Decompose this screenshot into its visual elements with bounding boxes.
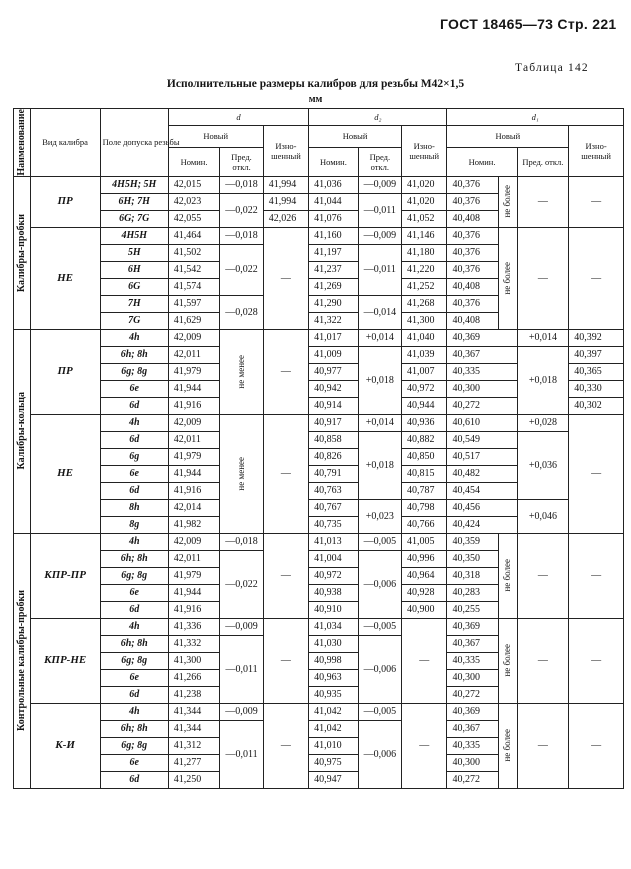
- tolerance-field: 6d: [100, 482, 168, 499]
- d-nominal: 42,009: [168, 329, 220, 346]
- d2-worn: 40,798: [402, 499, 447, 516]
- d2-worn: 40,900: [402, 601, 447, 618]
- d2-deviation: —0,005: [358, 703, 401, 720]
- tolerance-field: 6G; 7G: [100, 210, 168, 227]
- d-deviation: —0,009: [220, 703, 263, 720]
- header-worn: Изно-шенный: [263, 126, 308, 177]
- d-dev-dash: —: [263, 329, 308, 414]
- group-ring: [14, 329, 31, 533]
- d-deviation: —0,022: [220, 193, 263, 227]
- d2-deviation: +0,023: [358, 499, 401, 533]
- table-row: [14, 329, 624, 346]
- d-deviation: —0,009: [220, 618, 263, 635]
- tolerance-field: 4h: [100, 414, 168, 431]
- d-nominal: 41,238: [168, 686, 220, 703]
- d2-nominal: 41,269: [309, 278, 359, 295]
- tolerance-field: 6e: [100, 465, 168, 482]
- d2-worn: 40,928: [402, 584, 447, 601]
- header-d2: d₂: [309, 109, 447, 126]
- d1-worn-dash: —: [569, 414, 624, 533]
- d2-nominal: 41,013: [309, 533, 359, 550]
- d2-worn: 41,007: [402, 363, 447, 380]
- d-nominal: 42,011: [168, 550, 220, 567]
- d1-worn-dash: —: [569, 618, 624, 703]
- d1-nominal: 40,367: [447, 346, 517, 363]
- d2-nominal: 41,036: [309, 176, 359, 193]
- d2-deviation: —0,011: [358, 244, 401, 295]
- d2-worn: 41,039: [402, 346, 447, 363]
- d-nominal: 41,266: [168, 669, 220, 686]
- tolerance-field: 6h; 8h: [100, 346, 168, 363]
- d1-nominal: 40,408: [447, 210, 499, 227]
- table-row: [14, 414, 624, 431]
- tolerance-field: 6d: [100, 431, 168, 448]
- d2-nominal: 41,160: [309, 227, 359, 244]
- gauge-kprpr: КПР-ПР: [30, 533, 100, 618]
- gauge-table: [13, 108, 624, 789]
- d1-nominal: 40,610: [447, 414, 517, 431]
- tolerance-field: 6H: [100, 261, 168, 278]
- d2-nominal: 41,237: [309, 261, 359, 278]
- d1-nominal: 40,300: [447, 380, 517, 397]
- gauge-ne: НЕ: [30, 227, 100, 329]
- group-plug-text: Калибры-пробки: [16, 213, 28, 292]
- d-deviation: —0,011: [220, 635, 263, 703]
- tolerance-field: 6e: [100, 754, 168, 771]
- units-label: мм: [308, 94, 323, 105]
- header-new: Новый: [447, 126, 569, 148]
- d2-worn: 41,220: [402, 261, 447, 278]
- d1-dev-dash: —: [517, 703, 569, 788]
- d2-worn: 40,787: [402, 482, 447, 499]
- d1-nominal: 40,359: [447, 533, 499, 550]
- d1-nominal: 40,376: [447, 261, 499, 278]
- d1-not-more-text: не более: [502, 559, 513, 592]
- d2-nominal: 40,917: [309, 414, 359, 431]
- header-nominal: Номин.: [168, 147, 220, 176]
- d2-worn: 40,850: [402, 448, 447, 465]
- d1-nominal: 40,376: [447, 193, 499, 210]
- d2-worn: 41,180: [402, 244, 447, 261]
- d-nominal: 41,944: [168, 584, 220, 601]
- d2-nominal: 41,042: [309, 720, 359, 737]
- tolerance-field: 6e: [100, 584, 168, 601]
- d1-nominal: 40,367: [447, 720, 499, 737]
- d2-deviation: —0,006: [358, 720, 401, 788]
- gauge-ki: К-И: [30, 703, 100, 788]
- d1-worn-dash: —: [569, 176, 624, 227]
- d-nominal: 41,344: [168, 720, 220, 737]
- d1-worn: 40,302: [569, 397, 624, 414]
- d-deviation: —0,018: [220, 533, 263, 550]
- d1-nominal: 40,454: [447, 482, 517, 499]
- d-worn: 41,994: [263, 193, 308, 210]
- d-worn: 42,026: [263, 210, 308, 227]
- d1-deviation: +0,036: [517, 431, 569, 499]
- d2-nominal: 40,942: [309, 380, 359, 397]
- d1-nominal: 40,335: [447, 737, 499, 754]
- d-nominal: 41,336: [168, 618, 220, 635]
- d2-nominal: 40,938: [309, 584, 359, 601]
- d2-worn: 41,146: [402, 227, 447, 244]
- table-row: [14, 618, 624, 635]
- d1-nominal: 40,369: [447, 618, 499, 635]
- table-row: [14, 533, 624, 550]
- d2-worn: 40,944: [402, 397, 447, 414]
- d2-deviation: +0,018: [358, 431, 401, 499]
- table-row: [14, 227, 624, 244]
- d-nominal: 41,629: [168, 312, 220, 329]
- d1-not-more: [499, 703, 518, 788]
- header-deviation: Пред. откл.: [220, 147, 263, 176]
- d1-nominal: 40,424: [447, 516, 517, 533]
- tolerance-field: 7G: [100, 312, 168, 329]
- d1-dev-dash: —: [517, 533, 569, 618]
- d-nominal: 42,009: [168, 414, 220, 431]
- d2-deviation: —0,009: [358, 227, 401, 244]
- d1-nominal: 40,517: [447, 448, 517, 465]
- d2-nominal: 40,826: [309, 448, 359, 465]
- d-worn: 41,994: [263, 176, 308, 193]
- header-nominal: Номин.: [447, 147, 517, 176]
- d2-worn: 40,972: [402, 380, 447, 397]
- d-nominal: 42,015: [168, 176, 220, 193]
- d1-nominal: 40,300: [447, 669, 499, 686]
- d-not-less: [220, 414, 263, 533]
- d2-worn: 41,052: [402, 210, 447, 227]
- d2-deviation: —0,014: [358, 295, 401, 329]
- tolerance-field: 6H; 7H: [100, 193, 168, 210]
- d2-worn: 41,020: [402, 193, 447, 210]
- tolerance-field: 7H: [100, 295, 168, 312]
- d1-worn: 40,392: [569, 329, 624, 346]
- header-tolerance: Поле допуска резьбы: [100, 109, 168, 177]
- d2-worn-dash: —: [402, 703, 447, 788]
- tolerance-field: 6g; 8g: [100, 363, 168, 380]
- d1-worn-dash: —: [569, 703, 624, 788]
- header-deviation: Пред. откл.: [358, 147, 401, 176]
- d-nominal: 41,916: [168, 482, 220, 499]
- d2-nominal: 41,290: [309, 295, 359, 312]
- d1-deviation: +0,028: [517, 414, 569, 431]
- d2-nominal: 41,076: [309, 210, 359, 227]
- d-nominal: 42,011: [168, 346, 220, 363]
- d-nominal: 41,944: [168, 465, 220, 482]
- d1-nominal: 40,272: [447, 397, 517, 414]
- tolerance-field: 6g; 8g: [100, 567, 168, 584]
- gauge-ner: НЕ: [30, 414, 100, 533]
- d1-not-more: [499, 227, 518, 329]
- d1-nominal: 40,369: [447, 703, 499, 720]
- d2-nominal: 40,977: [309, 363, 359, 380]
- header-d1: d₁: [447, 109, 624, 126]
- d1-not-more: [499, 176, 518, 227]
- d2-worn: 41,300: [402, 312, 447, 329]
- d2-nominal: 40,791: [309, 465, 359, 482]
- d2-nominal: 41,322: [309, 312, 359, 329]
- d2-nominal: 40,975: [309, 754, 359, 771]
- table-row: [14, 346, 624, 363]
- d1-nominal: 40,272: [447, 771, 499, 788]
- d2-deviation: —0,011: [358, 193, 401, 227]
- d1-not-more-text: не более: [502, 185, 513, 218]
- d-worn-dash: —: [263, 533, 308, 618]
- d2-deviation: —0,006: [358, 550, 401, 618]
- d1-dev-dash: —: [517, 227, 569, 329]
- d1-worn-dash: —: [569, 227, 624, 329]
- d-nominal: 41,944: [168, 380, 220, 397]
- header-worn: Изно-шенный: [402, 126, 447, 177]
- d2-nominal: 41,042: [309, 703, 359, 720]
- d-worn-dash: —: [263, 703, 308, 788]
- d-deviation: —0,018: [220, 227, 263, 244]
- d1-deviation: +0,046: [517, 499, 569, 533]
- d2-deviation: +0,014: [358, 329, 401, 346]
- d2-nominal: 40,914: [309, 397, 359, 414]
- tolerance-field: 6d: [100, 601, 168, 618]
- d1-nominal: 40,376: [447, 227, 499, 244]
- d2-worn: 41,252: [402, 278, 447, 295]
- d-nominal: 41,916: [168, 397, 220, 414]
- d-nominal: 41,542: [168, 261, 220, 278]
- d1-nominal: 40,367: [447, 635, 499, 652]
- group-ring-text: Калибры-кольца: [16, 392, 28, 470]
- d-nominal: 41,502: [168, 244, 220, 261]
- d2-worn: 40,996: [402, 550, 447, 567]
- d1-dev-dash: —: [517, 176, 569, 227]
- d-nominal: 42,023: [168, 193, 220, 210]
- table-row: [14, 499, 624, 516]
- d2-deviation: —0,009: [358, 176, 401, 193]
- d-deviation: —0,018: [220, 176, 263, 193]
- d1-not-more: [499, 533, 518, 618]
- header-kind: Вид калибра: [30, 109, 100, 177]
- d2-nominal: 41,044: [309, 193, 359, 210]
- d2-worn: 40,936: [402, 414, 447, 431]
- d1-not-more-text: не более: [502, 644, 513, 677]
- d-nominal: 41,979: [168, 567, 220, 584]
- d2-nominal: 41,034: [309, 618, 359, 635]
- gauge-prr: ПР: [30, 329, 100, 414]
- tolerance-field: 5H: [100, 244, 168, 261]
- d1-nominal: 40,300: [447, 754, 499, 771]
- table-label: Таблица 142: [515, 62, 589, 74]
- d1-deviation: +0,018: [517, 346, 569, 414]
- d-nominal: 41,464: [168, 227, 220, 244]
- tolerance-field: 6h; 8h: [100, 550, 168, 567]
- tolerance-field: 4H5H: [100, 227, 168, 244]
- d1-deviation: +0,014: [517, 329, 569, 346]
- d2-nominal: 40,947: [309, 771, 359, 788]
- header-new: Новый: [309, 126, 402, 148]
- d1-nominal: 40,482: [447, 465, 517, 482]
- d2-worn: 40,815: [402, 465, 447, 482]
- d1-worn-dash: —: [569, 533, 624, 618]
- d-deviation: —0,011: [220, 720, 263, 788]
- d1-nominal: 40,335: [447, 652, 499, 669]
- gauge-kprne: КПР-НЕ: [30, 618, 100, 703]
- d1-worn: 40,397: [569, 346, 624, 363]
- d-nominal: 41,982: [168, 516, 220, 533]
- d2-deviation: +0,014: [358, 414, 401, 431]
- d2-worn: 41,040: [402, 329, 447, 346]
- d-nominal: 42,009: [168, 533, 220, 550]
- table-row: [14, 176, 624, 193]
- d2-worn: 41,005: [402, 533, 447, 550]
- d-nominal: 41,277: [168, 754, 220, 771]
- d1-nominal: 40,350: [447, 550, 499, 567]
- table-row: [14, 431, 624, 448]
- header-d: d: [168, 109, 308, 126]
- d2-nominal: 41,004: [309, 550, 359, 567]
- d2-nominal: 40,972: [309, 567, 359, 584]
- d2-nominal: 40,935: [309, 686, 359, 703]
- d-nominal: 41,597: [168, 295, 220, 312]
- d-nominal: 41,344: [168, 703, 220, 720]
- tolerance-field: 4h: [100, 533, 168, 550]
- d-dev-dash: —: [263, 414, 308, 533]
- d-deviation: —0,022: [220, 550, 263, 618]
- d1-worn: 40,365: [569, 363, 624, 380]
- d-nominal: 41,979: [168, 448, 220, 465]
- d-nominal: 41,979: [168, 363, 220, 380]
- d1-nominal: 40,335: [447, 363, 517, 380]
- d2-nominal: 40,763: [309, 482, 359, 499]
- d1-nominal: 40,549: [447, 431, 517, 448]
- header-nominal: Номин.: [309, 147, 359, 176]
- tolerance-field: 6e: [100, 669, 168, 686]
- d-deviation: —0,022: [220, 244, 263, 295]
- table-row: [14, 703, 624, 720]
- page-header: ГОСТ 18465—73 Стр. 221: [440, 16, 617, 32]
- d2-worn: 41,268: [402, 295, 447, 312]
- d2-worn: 40,964: [402, 567, 447, 584]
- tolerance-field: 4h: [100, 703, 168, 720]
- d2-worn: 40,882: [402, 431, 447, 448]
- tolerance-field: 8h: [100, 499, 168, 516]
- tolerance-field: 4H5H; 5H: [100, 176, 168, 193]
- d2-nominal: 40,910: [309, 601, 359, 618]
- d-nominal: 41,332: [168, 635, 220, 652]
- d1-dev-dash: —: [517, 618, 569, 703]
- d1-nominal: 40,283: [447, 584, 499, 601]
- d1-nominal: 40,408: [447, 312, 499, 329]
- header-name: Наименование: [14, 109, 31, 177]
- d2-worn-dash: —: [402, 618, 447, 703]
- tolerance-field: 6d: [100, 686, 168, 703]
- d1-nominal: 40,376: [447, 176, 499, 193]
- d1-nominal: 40,408: [447, 278, 499, 295]
- d2-nominal: 40,767: [309, 499, 359, 516]
- d2-deviation: —0,006: [358, 635, 401, 703]
- d-nominal: 41,300: [168, 652, 220, 669]
- tolerance-field: 6d: [100, 397, 168, 414]
- d-nominal: 41,916: [168, 601, 220, 618]
- d1-not-more-text: не более: [502, 729, 513, 762]
- d-nominal: 41,574: [168, 278, 220, 295]
- d2-nominal: 41,030: [309, 635, 359, 652]
- tolerance-field: 4h: [100, 618, 168, 635]
- d2-nominal: 41,197: [309, 244, 359, 261]
- d2-nominal: 40,858: [309, 431, 359, 448]
- d2-nominal: 40,998: [309, 652, 359, 669]
- group-plug: [14, 176, 31, 329]
- tolerance-field: 4h: [100, 329, 168, 346]
- header-new: Новый: [168, 126, 263, 148]
- d2-deviation: —0,005: [358, 533, 401, 550]
- d1-nominal: 40,376: [447, 244, 499, 261]
- d-deviation: —0,028: [220, 295, 263, 329]
- d-worn-dash: —: [263, 227, 308, 329]
- tolerance-field: 6g; 8g: [100, 737, 168, 754]
- d-nominal: 41,250: [168, 771, 220, 788]
- d2-nominal: 40,735: [309, 516, 359, 533]
- d2-worn: 41,020: [402, 176, 447, 193]
- d2-nominal: 41,017: [309, 329, 359, 346]
- d1-not-more-text: не более: [502, 261, 513, 295]
- d1-nominal: 40,272: [447, 686, 499, 703]
- tolerance-field: 6G: [100, 278, 168, 295]
- d2-nominal: 40,963: [309, 669, 359, 686]
- tolerance-field: 6d: [100, 771, 168, 788]
- d1-nominal: 40,456: [447, 499, 517, 516]
- d2-deviation: —0,005: [358, 618, 401, 635]
- d1-not-more: [499, 618, 518, 703]
- group-control-text: Контрольные калибры-пробки: [16, 590, 28, 732]
- group-control: [14, 533, 31, 788]
- d-nominal: 42,011: [168, 431, 220, 448]
- tolerance-field: 6h; 8h: [100, 635, 168, 652]
- d2-nominal: 41,010: [309, 737, 359, 754]
- d1-nominal: 40,376: [447, 295, 499, 312]
- d-nominal: 41,312: [168, 737, 220, 754]
- d1-nominal: 40,318: [447, 567, 499, 584]
- gauge-pr: ПР: [30, 176, 100, 227]
- d-worn-dash: —: [263, 618, 308, 703]
- tolerance-field: 8g: [100, 516, 168, 533]
- d1-nominal: 40,255: [447, 601, 499, 618]
- tolerance-field: 6e: [100, 380, 168, 397]
- d2-worn: 40,766: [402, 516, 447, 533]
- tolerance-field: 6g: [100, 448, 168, 465]
- d-nominal: 42,055: [168, 210, 220, 227]
- header-worn: Изно-шенный: [569, 126, 624, 177]
- d2-nominal: 41,009: [309, 346, 359, 363]
- d1-worn: 40,330: [569, 380, 624, 397]
- d-nominal: 42,014: [168, 499, 220, 516]
- header-deviation: Пред. откл.: [517, 147, 569, 176]
- d-not-less: [220, 329, 263, 414]
- table-title: Исполнительные размеры калибров для резьбы M42×1,5: [166, 78, 465, 90]
- d2-deviation: +0,018: [358, 346, 401, 414]
- d1-nominal: 40,369: [447, 329, 517, 346]
- tolerance-field: 6h; 8h: [100, 720, 168, 737]
- d-not-less-text: не менее: [236, 456, 247, 491]
- tolerance-field: 6g; 8g: [100, 652, 168, 669]
- d-not-less-text: не менее: [236, 354, 247, 389]
